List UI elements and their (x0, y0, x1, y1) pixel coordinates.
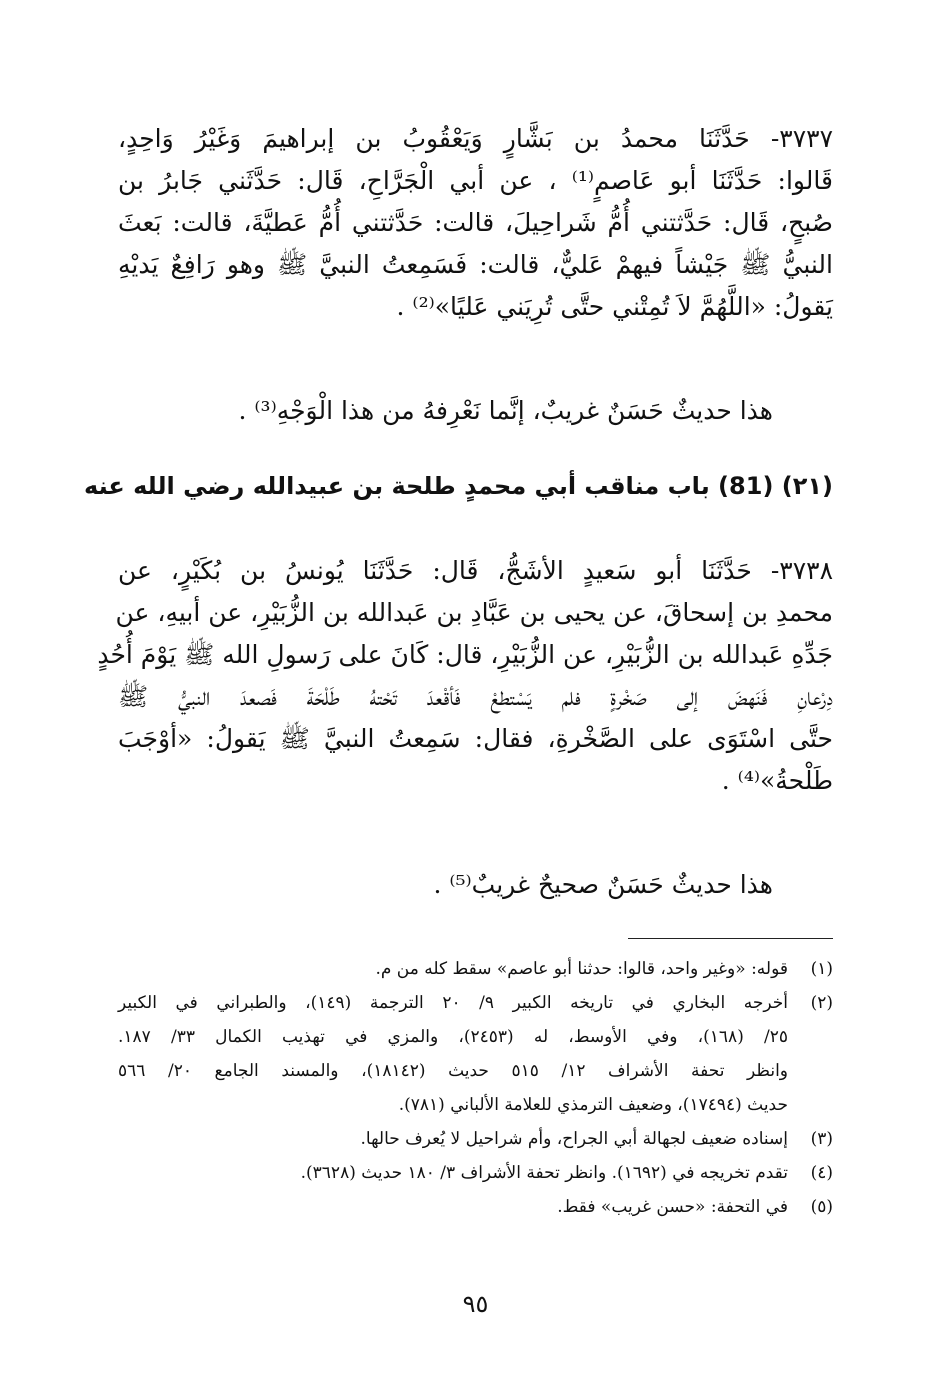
footnote-number: (٣) (810, 1129, 833, 1149)
hadith-line: ٣٧٣٨- حَدَّثَنَا أبو سَعيدٍ الأشَجُّ، قَال: حَدَّثَنَا يُونسُ بن بُكَيْرٍ، عن (118, 556, 833, 585)
footnote-line: ٢٥/ (١٦٨)، وفي الأوسط، له (٢٤٥٣)، والمزي في تهذيب الكمال ٣٣/ ١٨٧. (118, 1027, 788, 1047)
footnote-item (118, 1122, 833, 1156)
hadith-line: حتَّى اسْتَوَى على الصَّخْرةِ، فقال: سَمِعتُ النبيَّ ﷺ يَقولُ: «أوْجَبَ (118, 724, 833, 753)
footnote-line: تقدم تخريجه في (١٦٩٢). وانظر تحفة الأشراف ٣/ ١٨٠ حديث (٣٦٢٨). (300, 1163, 788, 1183)
page-number: ٩٥ (462, 1290, 489, 1318)
chapter-heading: (٢١) (81) باب مناقب أبي محمدٍ طلحة بن عبيدالله رضي الله عنه (84, 472, 833, 500)
hadith-line: دِرْعانِ فَنَهضَ إلى صَخْرةٍ فلم يَسْتطعْ فَأقْعدَ تَحْتهُ طَلْحَةَ فَصعدَ النبيُّ ﷺ (118, 682, 833, 711)
footnote-line: قوله: «وغير واحد، قالوا: حدثنا أبو عاصم» سقط كله من م. (375, 959, 788, 979)
hadith-grade-3738 (58, 864, 833, 906)
footnote-item (118, 952, 833, 986)
hadith-3738 (97, 550, 833, 802)
footnote-line: إسناده ضعيف لجهالة أبي الجراح، وأم شراحيل لا يُعرف حالها. (360, 1129, 788, 1149)
footnote-item (118, 986, 833, 1122)
grade-text: هذا حديثٌ حَسَنٌ صحيحٌ غريبٌ⁽⁵⁾ . (433, 870, 773, 899)
footnotes (118, 952, 833, 1224)
footnote-number: (١) (810, 959, 833, 979)
footnote-item (118, 1156, 833, 1190)
hadith-line: النبيُّ ﷺ جَيْشاً فيهمْ عَليٌّ، قالت: فَسَمِعتُ النبيَّ ﷺ وهو رَافِعٌ يَديْهِ (118, 250, 833, 279)
grade-text: هذا حديثٌ حَسَنٌ غريبٌ، إنَّما نَعْرِفهُ من هذا الْوَجْهِ⁽³⁾ . (238, 396, 773, 425)
footnote-line: حديث (١٧٤٩٤)، وضعيف الترمذي للعلامة الألباني (٧٨١). (398, 1095, 788, 1115)
footnote-item (118, 1190, 833, 1224)
hadith-3737 (118, 118, 833, 328)
hadith-line: محمدِ بن إسحاقَ، عن يحيى بن عَبَّادِ بن عَبدالله بن الزُّبَيْرِ، عن أبيهِ، عن (115, 598, 833, 627)
footnote-number: (٥) (810, 1197, 833, 1217)
hadith-line: صُبحٍ، قَال: حَدَّثتني أُمُّ شَراحِيلَ، قالت: حَدَّثتني أُمُّ عَطيَّةَ، قالت: بَعثَ (118, 208, 833, 237)
hadith-line: قَالوا: حَدَّثَنَا أبو عَاصمٍ⁽¹⁾ ، عن أبي الْجَرَّاحِ، قَال: حَدَّثَني جَابرُ بن (118, 166, 833, 195)
footnote-line: أخرجه البخاري في تاريخه الكبير ٩/ ٢٠ الترجمة (١٤٩)، والطبراني في الكبير (118, 993, 789, 1013)
footnote-line: في التحفة: «حسن غريب» فقط. (557, 1197, 788, 1217)
hadith-line: طَلْحةُ»⁽⁴⁾ . (721, 766, 833, 795)
hadith-line: يَقولُ: «اللَّهُمَّ لاَ تُمِتْني حتَّى تُرِيَني عَليًا»⁽²⁾ . (396, 292, 833, 321)
hadith-line: جَدِّهِ عَبدالله بن الزُّبَيْرِ، عن الزُّبَيْرِ، قال: كَانَ على رَسولِ الله ﷺ يَوْمَ أُحُدٍ (97, 640, 833, 669)
hadith-grade-3737 (58, 390, 833, 432)
footnote-number: (٤) (810, 1163, 833, 1183)
footnote-number: (٢) (810, 993, 833, 1013)
footnote-line: وانظر تحفة الأشراف ١٢/ ٥١٥ حديث (١٨١٤٢)، والمسند الجامع ٢٠/ ٥٦٦ (118, 1061, 789, 1081)
footnote-separator (628, 938, 833, 939)
hadith-line: ٣٧٣٧- حَدَّثَنَا محمدُ بن بَشَّارٍ وَيَعْقُوبُ بن إبراهيمَ وَغَيْرُ وَاحِدٍ، (118, 124, 833, 153)
